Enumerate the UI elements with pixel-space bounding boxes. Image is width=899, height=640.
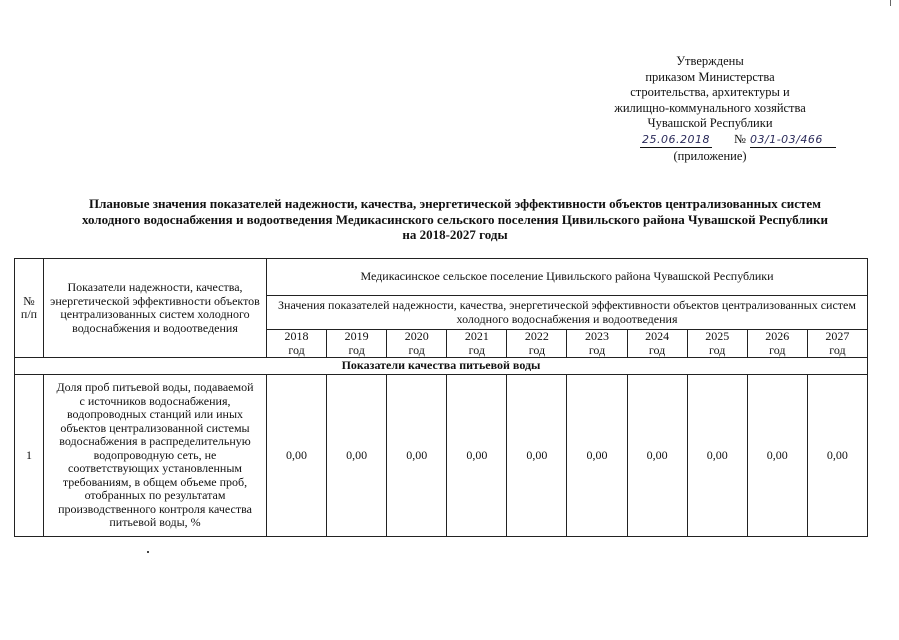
year-unit: год — [829, 342, 846, 357]
year-label: 2022 — [524, 329, 549, 343]
approval-block — [560, 54, 860, 164]
handwritten-date: 25.06.2018 — [640, 132, 712, 149]
year-unit: год — [348, 342, 365, 357]
year-header-cell — [387, 330, 447, 358]
year-header-cell — [327, 330, 387, 358]
document-title — [40, 196, 870, 243]
col-num-header: № п/п — [15, 259, 44, 358]
indicator-name-line: отобранных по результатам — [84, 488, 226, 503]
year-unit: год — [288, 342, 305, 357]
number-label: № — [734, 131, 746, 146]
indicators-table — [14, 258, 868, 537]
indicator-name-line: водопроводную сеть, не — [93, 447, 217, 462]
settlement-header: Медикасинское сельское поселение Цивильского района Чувашской Республики — [267, 259, 868, 296]
indicator-name-line: соответствующих установленным — [68, 461, 242, 476]
year-header-cell — [507, 330, 567, 358]
year-unit: год — [408, 342, 425, 357]
indicator-name — [44, 375, 267, 537]
year-label: 2023 — [585, 329, 610, 343]
year-label: 2018 — [284, 329, 309, 343]
value-cell: 0,00 — [567, 375, 627, 537]
row-number: 1 — [15, 375, 44, 537]
indicator-name-line: Доля проб питьевой воды, подаваемой — [56, 380, 254, 395]
indicator-name-line: производственного контроля качества — [58, 501, 252, 516]
value-cell: 0,00 — [507, 375, 567, 537]
year-header-cell — [567, 330, 627, 358]
stray-dot — [147, 551, 149, 553]
value-cell: 0,00 — [327, 375, 387, 537]
approval-line-3: строительства, архитектуры и — [630, 85, 790, 99]
approval-line-2: приказом Министерства — [645, 69, 775, 84]
year-label: 2025 — [705, 329, 730, 343]
year-header-cell — [807, 330, 867, 358]
edge-mark — [890, 0, 891, 6]
indicator-name-line: требованиям, в общем объеме проб, — [62, 474, 248, 489]
values-header: Значения показателей надежности, качества, энергетической эффективности объектов централизованных систем холодного водоснабжения и водоотведения — [267, 296, 868, 330]
value-cell: 0,00 — [447, 375, 507, 537]
year-header-cell — [447, 330, 507, 358]
year-unit: год — [528, 342, 546, 357]
year-unit: год — [468, 342, 486, 357]
indicator-name-line: питьевой воды, % — [109, 515, 201, 530]
approval-line-4: жилищно-коммунального хозяйства — [614, 100, 806, 115]
year-label: 2024 — [645, 329, 670, 343]
value-cell: 0,00 — [267, 375, 327, 537]
indicator-name-line: водопроводных станций или иных — [66, 407, 244, 422]
year-unit: год — [648, 342, 666, 357]
title-line-2: холодного водоснабжения и водоотведения Медикасинского сельского поселения Цивильского района Чувашской Республики — [81, 211, 829, 227]
handwritten-number: 03/1-03/466 — [750, 132, 836, 149]
value-cell: 0,00 — [747, 375, 807, 537]
value-cell: 0,00 — [627, 375, 687, 537]
year-unit: год — [588, 342, 606, 357]
year-header-cell — [687, 330, 747, 358]
value-cell: 0,00 — [807, 375, 867, 537]
col-name-header: Показатели надежности, качества, энергетической эффективности объектов централизованных систем холодного водоснабжения и водоотведения — [44, 259, 267, 358]
year-label: 2026 — [765, 329, 790, 343]
year-label: 2027 — [825, 329, 850, 343]
year-unit: год — [769, 342, 786, 357]
table-row — [15, 375, 868, 537]
approval-line-1: Утверждены — [676, 54, 744, 68]
order-date-number — [560, 132, 860, 149]
year-header-cell — [267, 330, 327, 358]
indicator-name-line: водоснабжения в распределительную — [59, 434, 251, 449]
value-cell: 0,00 — [687, 375, 747, 537]
year-header-cell — [747, 330, 807, 358]
year-header-cell — [627, 330, 687, 358]
indicator-name-line: объектов централизованной системы — [60, 420, 250, 435]
year-label: 2020 — [404, 329, 429, 343]
section-title: Показатели качества питьевой воды — [15, 358, 868, 375]
year-unit: год — [709, 342, 726, 357]
year-label: 2021 — [464, 329, 489, 343]
appendix-label: (приложение) — [673, 148, 747, 163]
year-label: 2019 — [344, 329, 369, 343]
indicator-name-line: с источников водоснабжения, — [79, 393, 231, 408]
title-line-1: Плановые значения показателей надежности, качества, энергетической эффективности объектов централизованных систем — [88, 196, 822, 211]
title-line-3: на 2018-2027 годы — [402, 227, 508, 242]
approval-line-5: Чувашской Республики — [647, 116, 773, 130]
value-cell: 0,00 — [387, 375, 447, 537]
